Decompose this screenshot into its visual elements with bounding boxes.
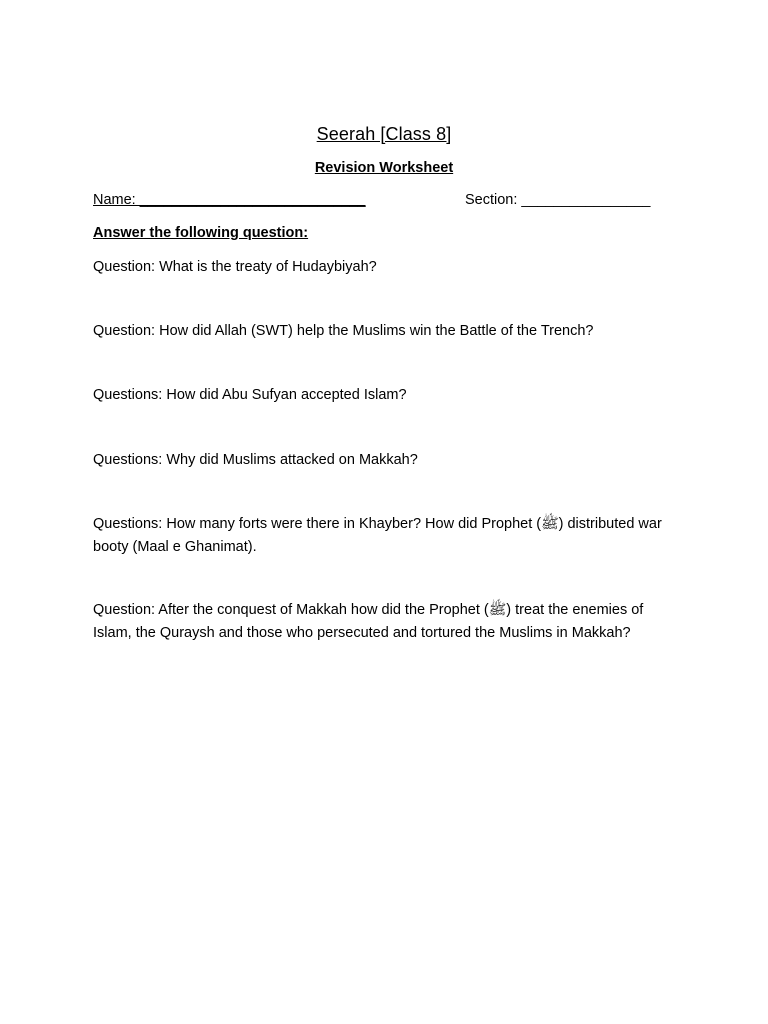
question-3: Questions: How did Abu Sufyan accepted Islam? — [93, 387, 407, 403]
page-title: Seerah [Class 8] — [316, 124, 452, 144]
name-field: Name: ____________________________ — [93, 192, 366, 208]
question-5: Questions: How many forts were there in Khayber? How did Prophet (ﷺ) distributed war booty (Maal e Ghanimat). — [93, 516, 662, 555]
page-subtitle: Revision Worksheet — [314, 160, 454, 176]
instruction-heading: Answer the following question: — [93, 225, 309, 241]
student-info-row — [93, 192, 693, 214]
question-2: Question: How did Allah (SWT) help the Muslims win the Battle of the Trench? — [93, 323, 594, 339]
question-4: Questions: Why did Muslims attacked on Makkah? — [93, 452, 418, 468]
section-field: Section: ________________ — [465, 192, 651, 208]
question-1: Question: What is the treaty of Hudaybiyah? — [93, 259, 377, 275]
question-6: Question: After the conquest of Makkah how did the Prophet (ﷺ) treat the enemies of Islam, the Quraysh and those who persecuted and tortured the Muslims in Makkah? — [93, 602, 644, 641]
